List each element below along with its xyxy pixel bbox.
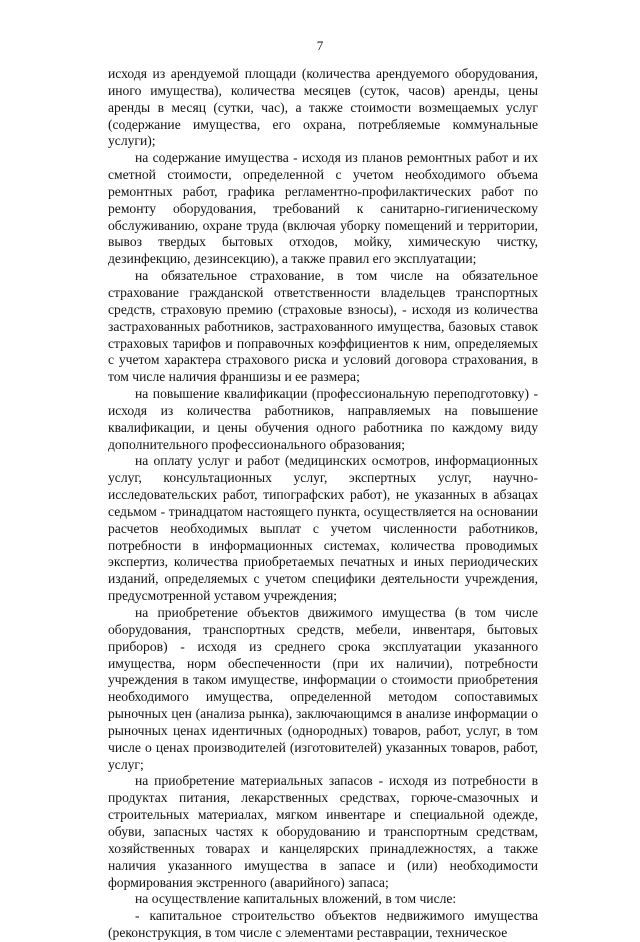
paragraph-mandatory-insurance: на обязательное страхование, в том числе на обязательное страхование гражданской ответственности владельцев транспортных средств, страховую премию (страховые взносы), - исходя из количества застрахованных работников, застрахованного имущества, базовых ставок страховых тарифов и поправочных коэффициентов к ним, определяемых с учетом характера страхового риска и условий договора страхования, в том числе наличия франшизы и ее размера;: [108, 268, 538, 385]
paragraph-capital-investments: на осуществление капитальных вложений, в том числе:: [135, 891, 457, 907]
paragraph-services-payment: на оплату услуг и работ (медицинских осмотров, информационных услуг, консультационных услуг, экспертных услуг, научно-исследовательских работ, типографских работ), не указанных в абзацах седьмом - тринадцатом настоящего пункта, осуществляется на основании расчетов необходимых выплат с учетом численности работников, потребности в информационных системах, количества проводимых экспертиз, количества приобретаемых печатных и иных периодических изданий, определяемых с учетом специфики деятельности учреждения, предусмотренной уставом учреждения;: [108, 453, 538, 604]
paragraph-property-maintenance: на содержание имущества - исходя из планов ремонтных работ и их сметной стоимости, определенной с учетом необходимого объема ремонтных работ, графика регламентно-профилактических работ по ремонту оборудования, требований к санитарно-гигиеническому обслуживанию, охране труда (включая уборку помещений и территории, вывоз твердых бытовых отходов, мойку, химическую чистку, дезинфекцию, дезинсекцию), а также правил его эксплуатации;: [108, 150, 538, 267]
page-number: 7: [316, 38, 324, 53]
paragraph-rent-continuation: исходя из арендуемой площади (количества арендуемого оборудования, иного имущества), количества месяцев (суток, часов) аренды, цены аренды в месяц (сутки, час), а также стоимости возмещаемых услуг (содержание имущества, его охрана, потребляемые коммунальные услуги);: [108, 66, 538, 149]
paragraph-movable-property: на приобретение объектов движимого имущества (в том числе оборудования, транспортных средств, мебели, инвентаря, бытовых приборов) - исходя из среднего срока эксплуатации указанного имущества, норм обеспеченности (при их наличии), потребности учреждения в таком имуществе, информации о стоимости приобретения необходимого имущества, определенной методом сопоставимых рыночных цен (анализа рынка), заключающимся в анализе информации о рыночных ценах идентичных (однородных) товаров, работ, услуг, в том числе о ценах производителей (изготовителей) указанных товаров, работ, услуг;: [108, 605, 538, 772]
paragraph-material-stocks: на приобретение материальных запасов - исходя из потребности в продуктах питания, лекарственных средствах, горюче-смазочных и строительных материалах, мягком инвентаре и специальной одежде, обуви, запасных частях к оборудованию и транспортным средствам, хозяйственных товарах и канцелярских принадлежностях, а также наличия указанного имущества в запасе и (или) необходимости формирования экстренного (аварийного) запаса;: [108, 773, 538, 890]
paragraph-qualification-training: на повышение квалификации (профессиональную переподготовку) - исходя из количества работников, направляемых на повышение квалификации, и цены обучения одного работника по каждому виду дополнительного профессионального образования;: [108, 386, 538, 452]
paragraph-capital-construction: - капитальное строительство объектов недвижимого имущества (реконструкция, в том числе с элементами реставрации, техническое: [108, 908, 538, 941]
document-body: [108, 66, 538, 942]
